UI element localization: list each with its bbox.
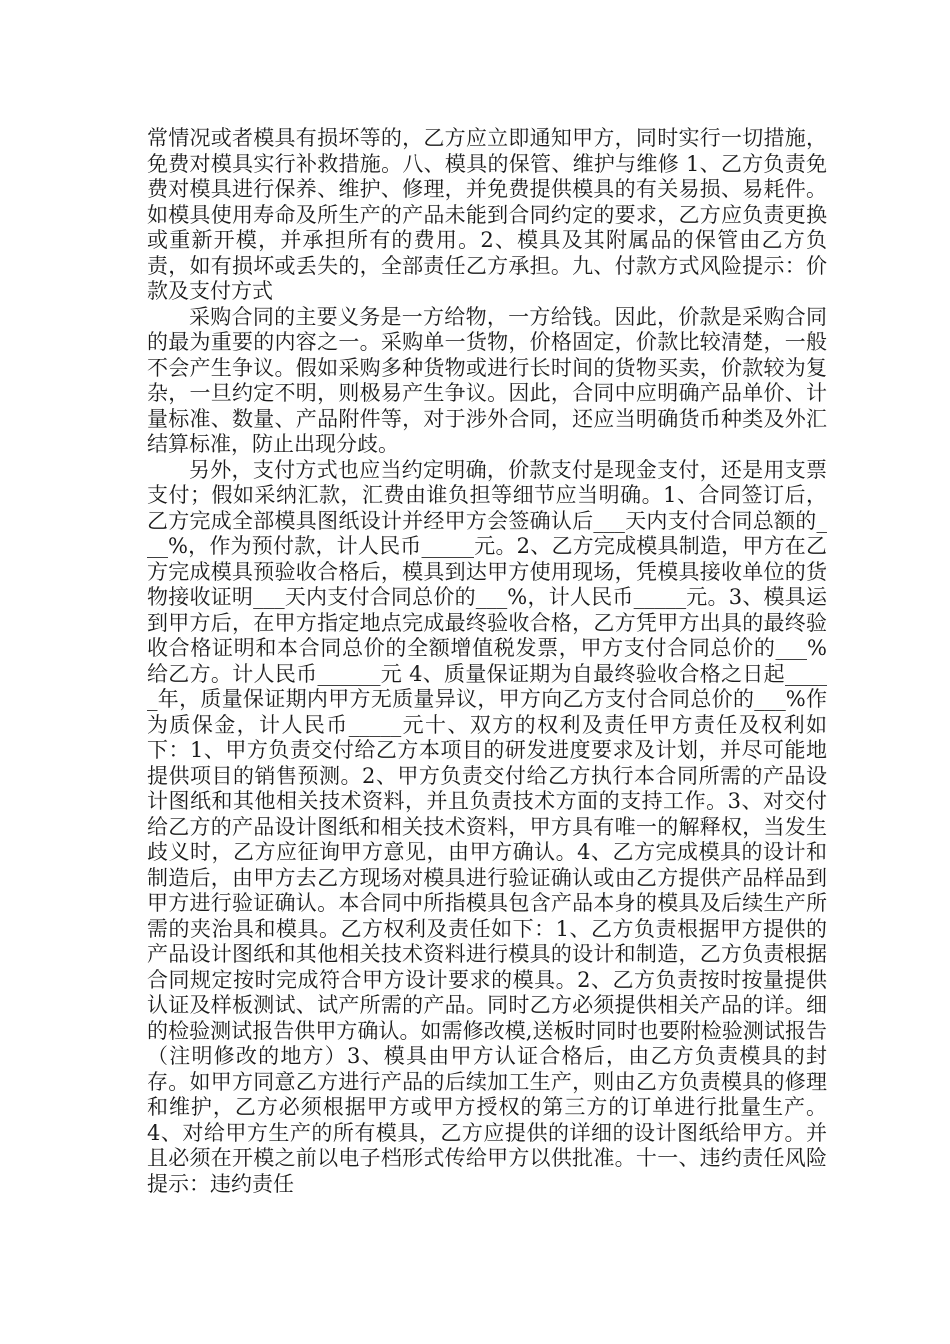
paragraph-payment-and-rights: 另外，支付方式也应当约定明确，价款支付是现金支付，还是用支票支付；假如采纳汇款，汇费由谁负担等细节应当明确。1、合同签订后，乙方完成全部模具图纸设计并经甲方会签确认后___天内支付合同总额的___%，作为预付款，计人民币_____元。2、乙方完成模具制造，甲方在乙方完成模具预验收合格后，模具到达甲方使用现场，凭模具接收单位的货物接收证明___天内支付合同总价的___%，计人民币_____元。3、模具运到甲方后，在甲方指定地点完成最终验收合格，乙方凭甲方出具的最终验收合格证明和本合同总价的全额增值税发票，甲方支付合同总价的___%给乙方。计人民币______元 4、质量保证期为自最终验收合格之日起_____年，质量保证期内甲方无质量异议，甲方向乙方支付合同总价的___%作为质保金，计人民币_____元十、双方的权利及责任甲方责任及权利如下：1、甲方负责交付给乙方本项目的研发进度要求及计划，并尽可能地提供项目的销售预测。2、甲方负责交付给乙方执行本合同所需的产品设计图纸和其他相关技术资料，并且负责技术方面的支持工作。3、对交付给乙方的产品设计图纸和相关技术资料，甲方具有唯一的解释权，当发生歧义时，乙方应征询甲方意见，由甲方确认。4、乙方完成模具的设计和制造后，由甲方去乙方现场对模具进行验证确认或由乙方提供产品样品到甲方进行验证确认。本合同中所指模具包含产品本身的模具及后续生产所需的夹治具和模具。乙方权利及责任如下：1、乙方负责根据甲方提供的产品设计图纸和其他相关技术资料进行模具的设计和制造，乙方负责根据合同规定按时完成符合甲方设计要求的模具。2、乙方负责按时按量提供认证及样板测试、试产所需的产品。同时乙方必须提供相关产品的详。细的检验测试报告供甲方确认。如需修改模,送板时同时也要附检验测试报告（注明修改的地方）3、模具由甲方认证合格后，由乙方负责模具的封存。如甲方同意乙方进行产品的后续加工生产，则由乙方负责模具的修理和维护，乙方必须根据甲方或甲方授权的第三方的订单进行批量生产。4、对给甲方生产的所有模具，乙方应提供的详细的设计图纸给甲方。并且必须在开模之前以电子档形式传给甲方以供批准。十一、违约责任风险提示：违约责任 — [147, 457, 827, 1196]
paragraph-mold-maintenance: 常情况或者模具有损坏等的，乙方应立即通知甲方，同时实行一切措施，免费对模具实行补救措施。八、模具的保管、维护与维修 1、乙方负责免费对模具进行保养、维护、修理，并免费提供模具的有关易损、易耗件。如模具使用寿命及所生产的产品未能到合同约定的要求，乙方应负责更换或重新开模，并承担所有的费用。2、模具及其附属品的保管由乙方负责，如有损坏或丢失的，全部责任乙方承担。九、付款方式风险提示：价款及支付方式 — [147, 126, 827, 303]
paragraph-price-obligations: 采购合同的主要义务是一方给物，一方给钱。因此，价款是采购合同的最为重要的内容之一。采购单一货物，价格固定，价款比较清楚，一般不会产生争议。假如采购多种货物或进行长时间的货物买卖，价款较为复杂，一旦约定不明，则极易产生争议。因此，合同中应明确产品单价、计量标准、数量、产品附件等，对于涉外合同，还应当明确货币种类及外汇结算标准，防止出现分歧。 — [147, 304, 827, 456]
document-page — [147, 126, 827, 1197]
